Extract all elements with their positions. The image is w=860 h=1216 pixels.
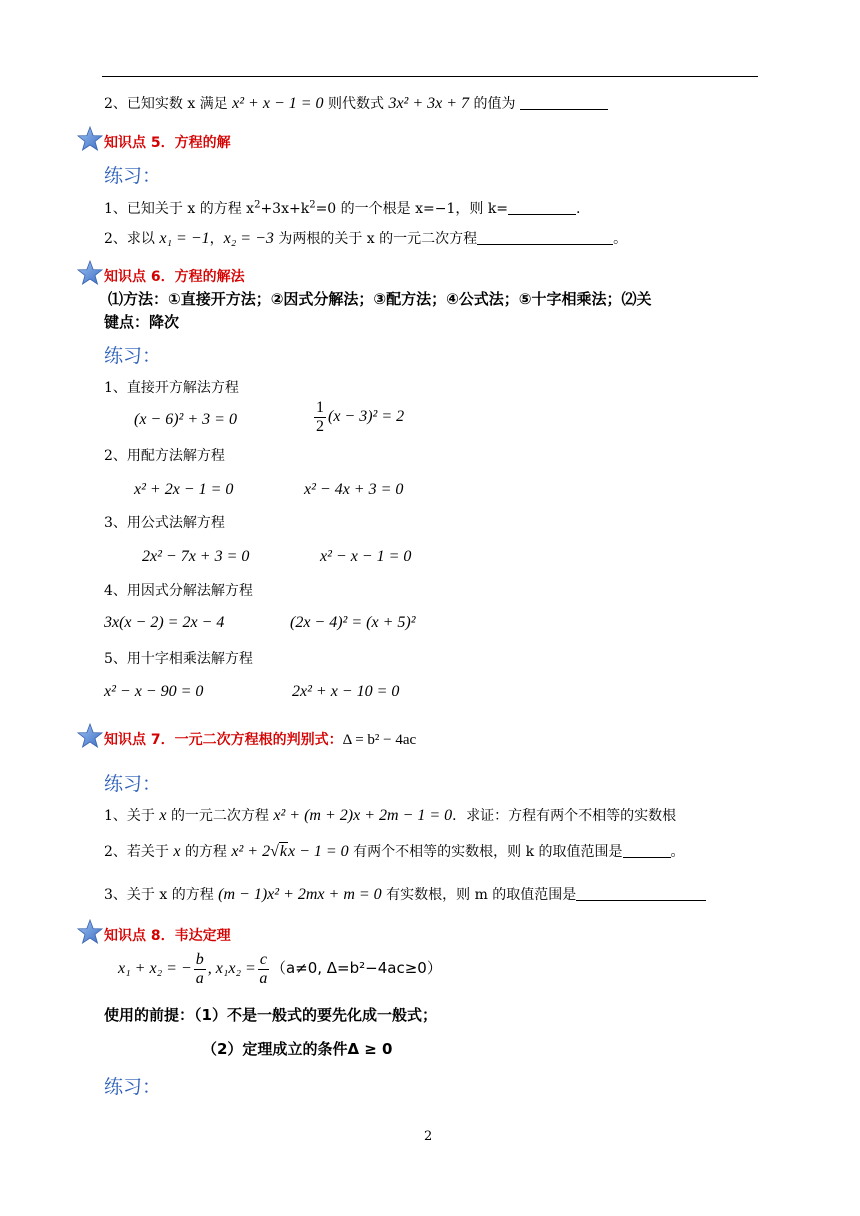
- kp7-question-3: [104, 884, 706, 904]
- kp5-q2-x2: x₂ = −3: [223, 230, 274, 247]
- answer-blank[interactable]: [520, 95, 608, 110]
- answer-blank[interactable]: [576, 886, 706, 901]
- vieta-condition: （a≠0, Δ=b²−4ac≥0）: [270, 959, 442, 978]
- q2-suffix: 的值为: [473, 96, 516, 112]
- kp5-q1-end: .: [576, 201, 581, 217]
- kp6-methods-line-2: 键点：降次: [104, 313, 180, 331]
- kp7-q2-mid: 的方程: [184, 844, 227, 860]
- vieta-premise-2: （2）定理成立的条件Δ ≥ 0: [202, 1040, 393, 1058]
- kp7-q1-var: x: [159, 807, 167, 824]
- kp5-q2-x1: x₁ = −1: [159, 230, 210, 247]
- vieta-mid: , x₁x₂ =: [207, 960, 256, 978]
- kp6-item-1-eq-b: [312, 400, 404, 435]
- kp7-q2-end: 。: [670, 844, 685, 860]
- kp5-q1-prefix: 1、已知关于 x 的方程 x: [104, 201, 255, 217]
- vieta-lhs: x₁ + x₂ = −: [118, 960, 192, 978]
- answer-blank[interactable]: [477, 230, 613, 245]
- kp7-q2-suffix: 有两个不相等的实数根，则 k 的取值范围是: [353, 844, 623, 860]
- fraction: [194, 952, 206, 987]
- kp7-question-1: [104, 805, 676, 825]
- kp6-item-4-label: 4、用因式分解法解方程: [104, 583, 253, 599]
- practice-label: 练习：: [104, 165, 162, 187]
- practice-label: 练习：: [104, 345, 162, 367]
- kp6-item-2-label: 2、用配方法解方程: [104, 448, 225, 464]
- fraction-numerator: 1: [316, 399, 324, 416]
- star-icon: [77, 260, 103, 286]
- vieta-formula: [118, 952, 442, 987]
- fraction-denominator: 2: [316, 418, 324, 435]
- kp5-q2-suffix: 为两根的关于 x 的一元二次方程: [273, 231, 478, 247]
- kp5-q1-rest: =0 的一个根是 x=−1，则 k=: [315, 201, 509, 217]
- kp7-q3-suffix: 有实数根，则 m 的取值范围是: [386, 887, 577, 903]
- kp6-item-5-eq-b: 2x² + x − 10 = 0: [292, 683, 400, 700]
- kp5-question-1: 1、已知关于 x 的方程 $x^2+3x+k^2=0$ 的一个根是 x=−1，则 k= .: [104, 199, 581, 217]
- kp7-q2-sqrt: k: [279, 843, 287, 860]
- kp6-methods-line-1: ⑴方法：①直接开方法；②因式分解法；③配方法；④公式法；⑤十字相乘法；⑵关: [108, 290, 652, 308]
- header-rule: [102, 76, 758, 77]
- star-icon: [77, 723, 103, 749]
- page-number: 2: [424, 1129, 433, 1144]
- fraction-denominator: a: [195, 970, 204, 987]
- fraction: [258, 952, 269, 987]
- q2-expression: 3x² + 3x + 7: [388, 95, 470, 112]
- q2-prefix: 2、已知实数 x 满足: [104, 96, 228, 112]
- star-icon: [77, 919, 103, 945]
- kp6-item-2-eq-a: x² + 2x − 1 = 0: [134, 481, 234, 498]
- practice-label: 练习：: [104, 1076, 162, 1098]
- fraction: [314, 400, 326, 435]
- kp5-question-2: [104, 228, 627, 248]
- kp6-item-5-label: 5、用十字相乘法解方程: [104, 651, 253, 667]
- kp6-item-4-eq-b: (2x − 4)² = (x + 5)²: [290, 614, 416, 631]
- kp7-heading: [104, 729, 416, 749]
- kp5-q2-prefix: 2、求以: [104, 231, 160, 247]
- kp7-q3-prefix: 3、关于 x 的方程: [104, 887, 214, 903]
- star-icon: [77, 126, 103, 152]
- kp7-q2-eq-a: x² + 2: [231, 843, 271, 860]
- vieta-premise-1: 使用的前提：（1）不是一般式的要先化成一般式；: [104, 1006, 437, 1024]
- fraction-numerator: c: [259, 951, 267, 968]
- kp7-title: 知识点 7．一元二次方程根的判别式：: [104, 732, 343, 748]
- fraction-denominator: a: [259, 970, 268, 987]
- kp6-item-1-label: 1、直接开方解法方程: [104, 380, 239, 396]
- kp5-heading: 知识点 5．方程的解: [104, 135, 231, 151]
- answer-blank[interactable]: [623, 843, 671, 858]
- kp6-item-3-eq-a: 2x² − 7x + 3 = 0: [142, 548, 250, 565]
- discriminant-formula: Δ = b² − 4ac: [342, 732, 417, 748]
- practice-label: 练习：: [104, 773, 162, 795]
- kp7-q2-eq-b: x − 1 = 0: [287, 843, 349, 860]
- answer-blank[interactable]: [508, 200, 576, 215]
- kp6-item-4-eq-a: 3x(x − 2) = 2x − 4: [104, 614, 225, 631]
- fraction-numerator: b: [195, 951, 204, 968]
- kp7-q1-suffix: ．求证：方程有两个不相等的实数根: [452, 808, 677, 824]
- kp7-q2-var: x: [173, 843, 181, 860]
- kp6-item-1-eq-a: (x − 6)² + 3 = 0: [134, 411, 237, 428]
- kp5-q2-end: 。: [613, 231, 628, 247]
- kp7-q3-eq: (m − 1)x² + 2mx + m = 0: [218, 886, 382, 903]
- kp6-item-3-eq-b: x² − x − 1 = 0: [320, 548, 412, 565]
- q2-mid: 则代数式: [328, 96, 384, 112]
- kp6-item-2-eq-b: x² − 4x + 3 = 0: [304, 481, 404, 498]
- kp7-q1-mid: 的一元二次方程: [170, 808, 269, 824]
- question-2-top: [104, 93, 608, 113]
- kp6-item-5-eq-a: x² − x − 90 = 0: [104, 683, 204, 700]
- kp5-q1-mid: +3x+k: [260, 201, 310, 217]
- kp6-item-3-label: 3、用公式法解方程: [104, 515, 225, 531]
- kp7-question-2: 2、若关于 x 的方程 x² + 2√kx − 1 = 0 有两个不相等的实数根，则 k 的取值范围是 。: [104, 843, 685, 860]
- kp7-q2-prefix: 2、若关于: [104, 844, 169, 860]
- kp5-q2-sep: ，: [209, 231, 224, 247]
- kp8-heading: 知识点 8．韦达定理: [104, 928, 231, 944]
- eq-rest: (x − 3)² = 2: [328, 408, 405, 426]
- kp7-q1-eq: x² + (m + 2)x + 2m − 1 = 0: [273, 807, 453, 824]
- q2-equation: x² + x − 1 = 0: [232, 95, 324, 112]
- kp6-heading: 知识点 6．方程的解法: [104, 269, 245, 285]
- kp7-q1-prefix: 1、关于: [104, 808, 155, 824]
